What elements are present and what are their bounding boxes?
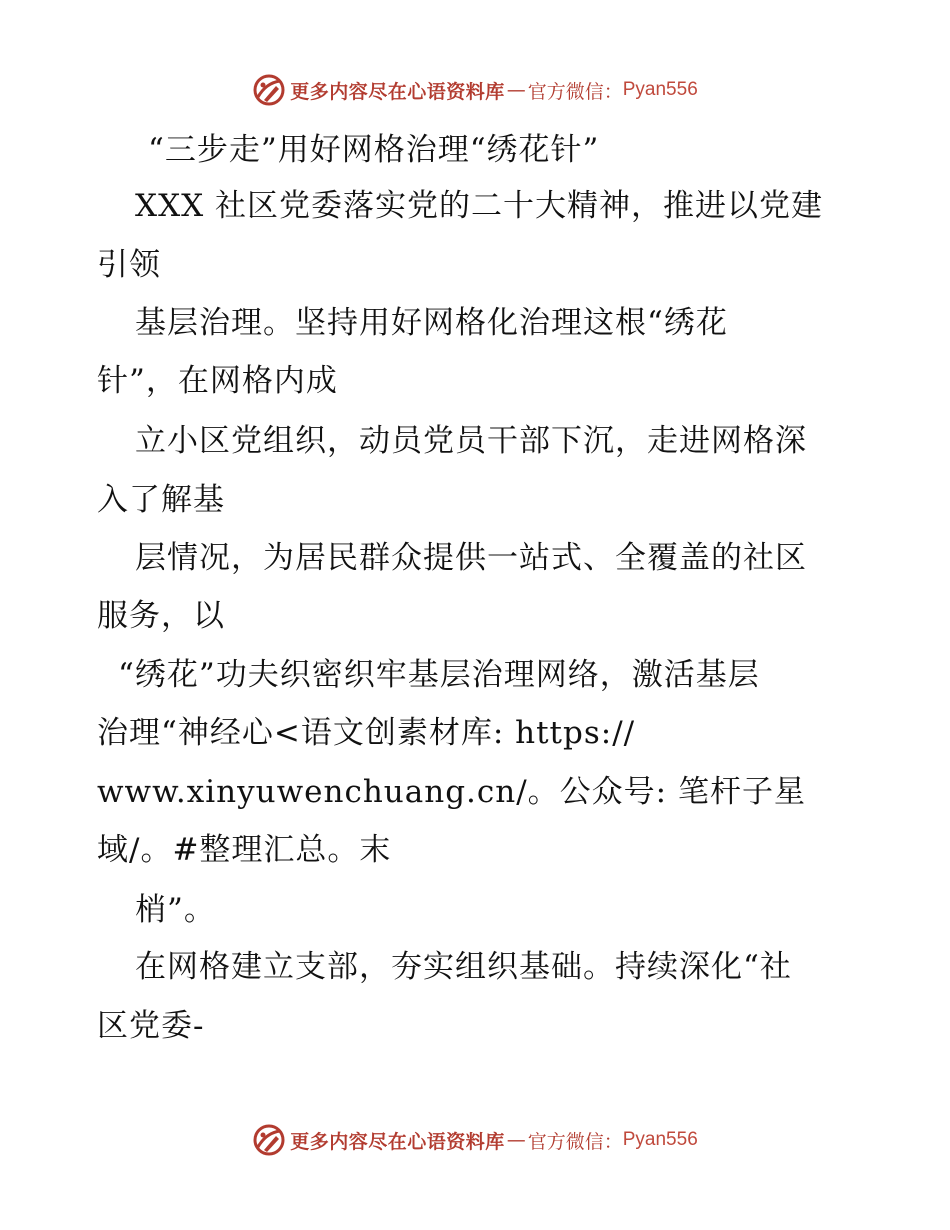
watermark-wechat-label: 官方微信： xyxy=(527,80,623,103)
body-line: XXX 社区党委落实党的二十大精神，推进以党建 xyxy=(135,188,824,224)
pen-logo-icon xyxy=(252,1123,286,1157)
footer-watermark xyxy=(0,1120,950,1160)
watermark-separator: — xyxy=(506,79,526,101)
watermark-main-text: 更多内容尽在心语资料库 xyxy=(290,80,505,103)
body-line: 在网格建立支部，夯实组织基础。持续深化“社 xyxy=(135,949,792,985)
watermark-wechat-id: Pyan556 xyxy=(622,79,698,100)
body-line: 层情况，为居民群众提供一站式、全覆盖的社区 xyxy=(135,540,807,576)
header-watermark xyxy=(0,70,950,110)
watermark-main-text: 更多内容尽在心语资料库 xyxy=(290,1130,505,1153)
body-line: 服务，以 xyxy=(97,598,225,634)
watermark-wechat-label: 官方微信： xyxy=(527,1130,623,1153)
body-line: 基层治理。坚持用好网格化治理这根“绣花 xyxy=(135,305,728,341)
body-line: 针”，在网格内成 xyxy=(97,363,338,399)
body-line: 引领 xyxy=(97,247,161,283)
body-line: 治理“神经心<语文创素材库: https:// xyxy=(97,715,636,751)
body-line: 区党委- xyxy=(97,1008,205,1044)
body-line: “绣花”功夫织密织牢基层治理网络，激活基层 xyxy=(118,657,760,693)
body-line: 入了解基 xyxy=(97,482,225,518)
body-line: 域/。#整理汇总。末 xyxy=(97,832,392,868)
body-line: 梢”。 xyxy=(135,892,216,928)
document-title: “三步走”用好网格治理“绣花针” xyxy=(148,132,600,168)
pen-logo-icon xyxy=(252,73,286,107)
watermark-wechat-id: Pyan556 xyxy=(622,1129,698,1150)
body-line: 立小区党组织，动员党员干部下沉，走进网格深 xyxy=(135,423,807,459)
body-line: www.xinyuwenchuang.cn/。公众号: 笔杆子星 xyxy=(97,774,806,810)
watermark-separator: — xyxy=(506,1129,526,1151)
